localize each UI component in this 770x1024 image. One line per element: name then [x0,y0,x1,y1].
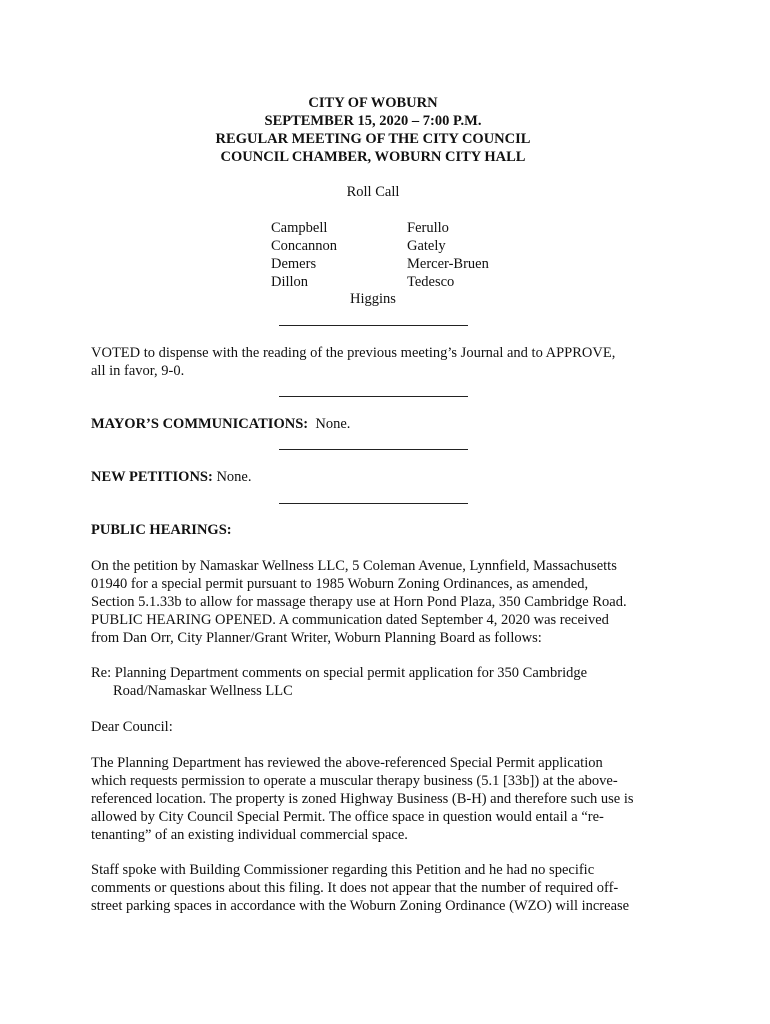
paragraph-line: PUBLIC HEARING OPENED. A communication dated September 4, 2020 was received [91,612,609,628]
meeting-type: REGULAR MEETING OF THE CITY COUNCIL [215,131,531,147]
planning-paragraph [91,754,671,844]
city-title: CITY OF WOBURN [308,95,438,111]
councilor-name: Campbell [271,220,328,236]
mayors-communications-value: None. [315,416,351,432]
paragraph-line: which requests permission to operate a muscular therapy business (5.1 [33b]) at the above- [91,773,618,789]
paragraph-line: from Dan Orr, City Planner/Grant Writer, Woburn Planning Board as follows: [91,630,542,646]
paragraph-line: street parking spaces in accordance with the Woburn Zoning Ordinance (WZO) will increase [91,898,630,914]
section-divider [279,449,468,450]
meeting-location: COUNCIL CHAMBER, WOBURN CITY HALL [220,149,526,165]
councilor-name: Dillon [271,274,309,290]
paragraph-line: Section 5.1.33b to allow for massage therapy use at Horn Pond Plaza, 350 Cambridge Road. [91,594,627,610]
councilor-name: Gately [407,238,446,254]
paragraph-line: comments or questions about this filing. It does not appear that the number of required off- [91,880,619,896]
mayors-communications [91,415,671,433]
re-line: Re: Planning Department comments on special permit application for 350 Cambridge [91,665,588,681]
paragraph-line: The Planning Department has reviewed the above-referenced Special Permit application [91,755,603,771]
document-header [0,94,746,166]
mayors-communications-label: MAYOR’S COMMUNICATIONS: [91,416,309,432]
staff-paragraph [91,861,671,915]
section-divider [279,503,468,504]
public-hearings-heading: PUBLIC HEARINGS: [91,522,232,538]
re-paragraph [91,664,671,700]
roll-call-right-column [407,219,489,291]
roll-call-title: Roll Call [346,184,400,200]
voted-line: VOTED to dispense with the reading of the previous meeting’s Journal and to APPROVE, [91,345,616,361]
meeting-date: SEPTEMBER 15, 2020 – 7:00 P.M. [264,113,482,129]
paragraph-line: allowed by City Council Special Permit. The office space in question would entail a “re- [91,809,604,825]
voted-line: all in favor, 9-0. [91,363,185,379]
paragraph-line: tenanting” of an existing individual commercial space. [91,827,408,843]
petition-paragraph [91,557,671,647]
councilor-name: Demers [271,256,317,272]
new-petitions-label: NEW PETITIONS: [91,469,213,485]
new-petitions [91,468,671,486]
section-divider [279,396,468,397]
councilor-name: Mercer-Bruen [407,256,489,272]
salutation: Dear Council: [91,719,173,735]
re-line: Road/Namaskar Wellness LLC [113,683,293,699]
councilor-name: Tedesco [407,274,455,290]
councilor-name: Ferullo [407,220,449,236]
paragraph-line: 01940 for a special permit pursuant to 1985 Woburn Zoning Ordinances, as amended, [91,576,589,592]
section-divider [279,325,468,326]
new-petitions-value: None. [216,469,252,485]
voted-paragraph [91,344,671,380]
councilor-name-center: Higgins [350,291,396,307]
paragraph-line: On the petition by Namaskar Wellness LLC, 5 Coleman Avenue, Lynnfield, Massachusetts [91,558,617,574]
paragraph-line: referenced location. The property is zoned Highway Business (B-H) and therefore such use is [91,791,634,807]
paragraph-line: Staff spoke with Building Commissioner regarding this Petition and he had no specific [91,862,595,878]
roll-call-left-column [271,219,337,291]
councilor-name: Concannon [271,238,338,254]
